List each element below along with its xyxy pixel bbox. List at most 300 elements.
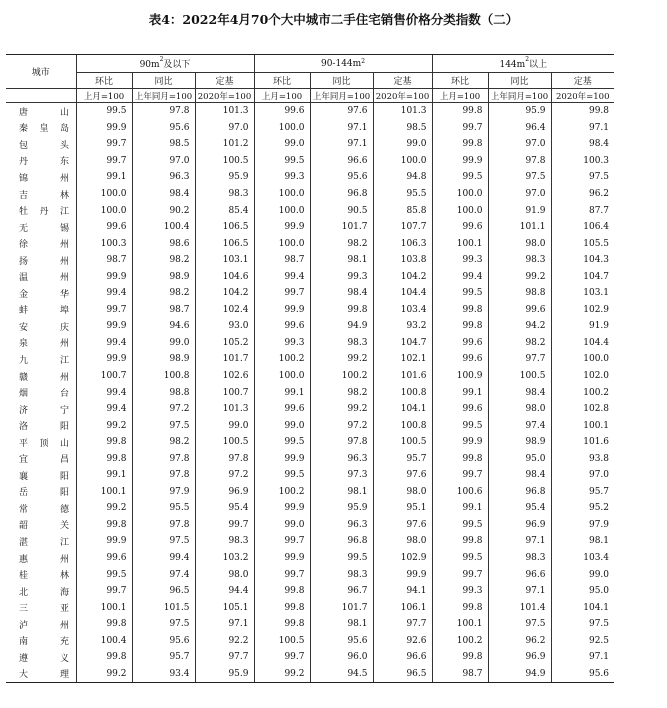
index-value: 99.8 — [76, 450, 132, 467]
index-value: 105.2 — [195, 335, 254, 352]
index-value: 99.7 — [195, 517, 254, 534]
city-name-chars — [19, 419, 69, 432]
index-value: 97.8 — [195, 450, 254, 467]
index-value: 99.8 — [310, 302, 373, 319]
index-value: 96.3 — [310, 450, 373, 467]
index-value: 106.3 — [373, 235, 432, 252]
city-name-chars — [19, 552, 69, 565]
city-char: 遵 — [19, 653, 29, 664]
city-name — [6, 550, 76, 567]
city-char: 韶 — [19, 521, 29, 532]
index-value: 98.2 — [132, 285, 195, 302]
index-value: 104.2 — [373, 268, 432, 285]
index-value: 96.9 — [488, 517, 551, 534]
city-name — [6, 666, 76, 683]
index-value: 99.9 — [432, 153, 488, 170]
index-value: 100.0 — [254, 186, 310, 203]
index-value: 100.5 — [488, 368, 551, 385]
index-value: 97.9 — [551, 517, 614, 534]
city-char: 州 — [59, 256, 69, 267]
index-value: 103.4 — [551, 550, 614, 567]
group-header-medium: $90-144m^2$ — [254, 55, 432, 73]
index-value: 99.9 — [76, 268, 132, 285]
base-label-yoy: 上年同月=100 — [132, 89, 195, 103]
index-value: 99.8 — [254, 583, 310, 600]
index-value: 97.9 — [132, 484, 195, 501]
city-name-chars — [19, 138, 69, 151]
index-value: 99.2 — [76, 666, 132, 683]
index-value: 97.0 — [132, 153, 195, 170]
table-row — [6, 467, 614, 484]
index-value: 101.7 — [195, 351, 254, 368]
city-column-header: 城市 — [6, 55, 76, 89]
city-name — [6, 599, 76, 616]
index-value: 100.0 — [254, 202, 310, 219]
base-label-fixed: 2020年=100 — [373, 89, 432, 103]
index-value: 98.3 — [488, 550, 551, 567]
city-name-chars — [19, 121, 69, 134]
city-char: 徐 — [19, 240, 29, 251]
index-value: 104.1 — [373, 401, 432, 418]
index-value: 99.0 — [254, 136, 310, 153]
city-name-chars — [19, 353, 69, 366]
table-row — [6, 384, 614, 401]
index-value: 99.9 — [76, 120, 132, 137]
table-row — [6, 219, 614, 236]
index-value: 90.5 — [310, 202, 373, 219]
subcol-mom: 环比 — [76, 73, 132, 89]
index-value: 96.6 — [373, 649, 432, 666]
city-name — [6, 120, 76, 137]
city-header-blank — [6, 89, 76, 103]
index-value: 96.3 — [310, 517, 373, 534]
city-char: 阳 — [59, 422, 69, 433]
index-value: 100.5 — [195, 434, 254, 451]
index-value: 99.0 — [254, 517, 310, 534]
index-value: 97.5 — [132, 417, 195, 434]
index-value: 100.0 — [254, 120, 310, 137]
subcol-fixed-base: 定基 — [551, 73, 614, 89]
index-value: 97.6 — [310, 103, 373, 120]
index-value: 99.7 — [254, 285, 310, 302]
index-value: 95.4 — [488, 500, 551, 517]
city-char: 亚 — [59, 604, 69, 615]
index-value: 97.5 — [488, 169, 551, 186]
index-value: 100.0 — [373, 153, 432, 170]
city-char: 平 — [19, 438, 29, 449]
city-char: 丹 — [19, 157, 29, 168]
city-name-chars — [19, 270, 69, 283]
city-name — [6, 484, 76, 501]
city-name-chars — [19, 667, 69, 680]
city-char: 江 — [59, 355, 69, 366]
index-value: 100.9 — [432, 368, 488, 385]
index-value: 99.8 — [254, 616, 310, 633]
index-value: 96.7 — [310, 583, 373, 600]
index-value: 97.1 — [551, 649, 614, 666]
table-row — [6, 235, 614, 252]
index-value: 102.9 — [551, 302, 614, 319]
city-name-chars — [19, 502, 69, 515]
index-value: 97.1 — [488, 583, 551, 600]
city-char: 皇 — [39, 124, 49, 135]
index-value: 98.0 — [488, 401, 551, 418]
index-value: 99.8 — [432, 103, 488, 120]
index-value: 101.4 — [488, 599, 551, 616]
index-value: 91.9 — [551, 318, 614, 335]
index-value: 101.3 — [195, 103, 254, 120]
index-value: 101.3 — [195, 401, 254, 418]
index-value: 102.0 — [551, 368, 614, 385]
index-value: 90.2 — [132, 202, 195, 219]
index-value: 99.4 — [76, 285, 132, 302]
index-value: 99.2 — [76, 417, 132, 434]
index-value: 99.7 — [254, 649, 310, 666]
city-name-chars — [19, 535, 69, 548]
index-value: 95.9 — [195, 666, 254, 683]
index-value: 99.5 — [432, 517, 488, 534]
index-value: 99.0 — [254, 417, 310, 434]
index-value: 92.2 — [195, 633, 254, 650]
city-name — [6, 633, 76, 650]
index-value: 97.1 — [488, 533, 551, 550]
index-value: 103.4 — [373, 302, 432, 319]
index-value: 98.0 — [488, 235, 551, 252]
index-value: 87.7 — [551, 202, 614, 219]
table-row — [6, 533, 614, 550]
index-value: 100.1 — [432, 616, 488, 633]
index-value: 99.8 — [76, 517, 132, 534]
index-value: 104.3 — [551, 252, 614, 269]
base-label-yoy: 上年同月=100 — [310, 89, 373, 103]
index-value: 99.3 — [254, 335, 310, 352]
city-char: 烟 — [19, 389, 29, 400]
index-value: 98.4 — [551, 136, 614, 153]
index-value: 94.9 — [488, 666, 551, 683]
city-char: 蚌 — [19, 306, 29, 317]
table-row — [6, 550, 614, 567]
index-value: 99.2 — [76, 500, 132, 517]
index-value: 105.5 — [551, 235, 614, 252]
index-value: 101.3 — [373, 103, 432, 120]
page-title: 表4：2022年4月70个大中城市二手住宅销售价格分类指数（二） — [148, 12, 519, 27]
city-name — [6, 268, 76, 285]
index-value: 100.0 — [254, 235, 310, 252]
index-value: 95.9 — [488, 103, 551, 120]
index-value: 99.7 — [432, 120, 488, 137]
city-name — [6, 169, 76, 186]
table-row — [6, 599, 614, 616]
index-value: 94.5 — [310, 666, 373, 683]
city-char: 昌 — [59, 455, 69, 466]
city-name-chars — [19, 568, 69, 581]
city-char: 泉 — [19, 339, 29, 350]
index-value: 97.2 — [195, 467, 254, 484]
index-value: 97.5 — [132, 616, 195, 633]
index-value: 99.6 — [432, 351, 488, 368]
index-value: 99.5 — [432, 285, 488, 302]
index-value: 98.5 — [373, 120, 432, 137]
index-value: 99.7 — [76, 302, 132, 319]
index-value: 103.1 — [551, 285, 614, 302]
index-value: 100.5 — [373, 434, 432, 451]
index-value: 97.8 — [132, 103, 195, 120]
subcol-mom: 环比 — [254, 73, 310, 89]
index-value: 101.7 — [310, 599, 373, 616]
index-value: 98.0 — [195, 566, 254, 583]
city-char: 锦 — [19, 173, 29, 184]
index-value: 95.2 — [551, 500, 614, 517]
index-value: 98.9 — [132, 268, 195, 285]
city-name — [6, 351, 76, 368]
index-value: 99.6 — [254, 318, 310, 335]
index-value: 99.9 — [254, 219, 310, 236]
city-name — [6, 368, 76, 385]
table-row — [6, 484, 614, 501]
city-name — [6, 467, 76, 484]
subcol-fixed-base: 定基 — [195, 73, 254, 89]
index-value: 97.7 — [373, 616, 432, 633]
city-name — [6, 434, 76, 451]
index-value: 98.1 — [310, 252, 373, 269]
table-row — [6, 368, 614, 385]
city-char: 岳 — [19, 488, 29, 499]
index-value: 99.9 — [254, 550, 310, 567]
index-value: 99.5 — [432, 169, 488, 186]
index-value: 92.6 — [373, 633, 432, 650]
table-row — [6, 450, 614, 467]
group-header-small: $90m^2$及以下 — [76, 55, 254, 73]
index-value: 95.7 — [132, 649, 195, 666]
city-char: 洛 — [19, 422, 29, 433]
city-char: 丹 — [39, 207, 49, 218]
index-value: 99.6 — [76, 219, 132, 236]
index-value: 96.6 — [310, 153, 373, 170]
index-value: 95.6 — [132, 633, 195, 650]
index-value: 99.8 — [551, 103, 614, 120]
city-char: 州 — [59, 173, 69, 184]
city-char: 湛 — [19, 537, 29, 548]
index-value: 102.4 — [195, 302, 254, 319]
index-value: 99.8 — [432, 649, 488, 666]
city-name-chars — [19, 370, 69, 383]
city-char: 台 — [59, 389, 69, 400]
index-value: 96.9 — [488, 649, 551, 666]
index-value: 99.1 — [76, 467, 132, 484]
base-label-fixed: 2020年=100 — [195, 89, 254, 103]
index-value: 98.7 — [432, 666, 488, 683]
city-name-chars — [19, 469, 69, 482]
city-char: 常 — [19, 504, 29, 515]
index-value: 100.4 — [132, 219, 195, 236]
index-value: 93.0 — [195, 318, 254, 335]
index-value: 95.6 — [310, 633, 373, 650]
index-value: 106.5 — [195, 235, 254, 252]
city-char: 东 — [59, 157, 69, 168]
index-value: 93.4 — [132, 666, 195, 683]
index-value: 99.1 — [254, 384, 310, 401]
index-value: 99.8 — [76, 649, 132, 666]
city-name — [6, 401, 76, 418]
city-char: 义 — [59, 653, 69, 664]
city-char: 顶 — [39, 438, 49, 449]
city-name-chars — [19, 436, 69, 449]
city-char: 宜 — [19, 455, 29, 466]
index-value: 105.1 — [195, 599, 254, 616]
table-row — [6, 417, 614, 434]
city-name — [6, 616, 76, 633]
index-value: 99.5 — [254, 434, 310, 451]
city-name-chars — [19, 485, 69, 498]
index-value: 98.3 — [310, 335, 373, 352]
city-char: 安 — [19, 322, 29, 333]
index-value: 95.6 — [132, 120, 195, 137]
table-row — [6, 136, 614, 153]
index-value: 94.6 — [132, 318, 195, 335]
index-value: 99.0 — [373, 136, 432, 153]
index-value: 99.9 — [254, 302, 310, 319]
index-value: 93.8 — [551, 450, 614, 467]
table-row — [6, 517, 614, 534]
city-char: 惠 — [19, 554, 29, 565]
index-value: 99.4 — [254, 268, 310, 285]
index-value: 99.4 — [432, 268, 488, 285]
index-value: 94.1 — [373, 583, 432, 600]
city-char: 林 — [59, 571, 69, 582]
index-value: 98.8 — [488, 285, 551, 302]
index-value: 96.9 — [195, 484, 254, 501]
city-char: 山 — [59, 438, 69, 449]
city-name-chars — [19, 188, 69, 201]
index-value: 100.1 — [76, 484, 132, 501]
index-value: 99.5 — [254, 467, 310, 484]
index-value: 96.6 — [488, 566, 551, 583]
table-row — [6, 302, 614, 319]
index-value: 100.8 — [373, 417, 432, 434]
index-value: 102.8 — [551, 401, 614, 418]
index-value: 97.5 — [132, 533, 195, 550]
index-value: 102.6 — [195, 368, 254, 385]
city-name-chars — [19, 105, 69, 118]
index-value: 106.1 — [373, 599, 432, 616]
index-value: 99.4 — [76, 335, 132, 352]
price-index-table — [6, 54, 614, 683]
index-value: 106.5 — [195, 219, 254, 236]
index-value: 101.6 — [373, 368, 432, 385]
index-value: 103.2 — [195, 550, 254, 567]
city-char: 泸 — [19, 620, 29, 631]
city-char: 江 — [59, 207, 69, 218]
index-value: 98.4 — [310, 285, 373, 302]
index-value: 98.3 — [488, 252, 551, 269]
index-value: 99.0 — [132, 335, 195, 352]
index-value: 99.8 — [432, 318, 488, 335]
index-value: 99.6 — [488, 302, 551, 319]
city-char: 阳 — [59, 471, 69, 482]
index-value: 99.9 — [373, 566, 432, 583]
table-row — [6, 649, 614, 666]
table-row — [6, 401, 614, 418]
city-char: 华 — [59, 289, 69, 300]
table-row — [6, 633, 614, 650]
city-name-chars — [19, 651, 69, 664]
city-name — [6, 517, 76, 534]
index-value: 104.2 — [195, 285, 254, 302]
index-value: 99.8 — [76, 616, 132, 633]
base-label-yoy: 上年同月=100 — [488, 89, 551, 103]
index-value: 99.3 — [432, 583, 488, 600]
city-name — [6, 417, 76, 434]
index-value: 97.5 — [551, 169, 614, 186]
city-char: 州 — [59, 339, 69, 350]
table-row — [6, 351, 614, 368]
index-value: 98.7 — [254, 252, 310, 269]
city-char: 理 — [59, 670, 69, 681]
city-char: 州 — [59, 273, 69, 284]
index-value: 95.5 — [132, 500, 195, 517]
index-value: 85.4 — [195, 202, 254, 219]
table-row — [6, 335, 614, 352]
city-char: 州 — [59, 372, 69, 383]
index-value: 101.5 — [132, 599, 195, 616]
index-value: 102.1 — [373, 351, 432, 368]
city-name-chars — [19, 154, 69, 167]
index-value: 98.1 — [551, 533, 614, 550]
index-value: 98.2 — [310, 235, 373, 252]
index-value: 99.9 — [76, 318, 132, 335]
city-char: 林 — [59, 190, 69, 201]
index-value: 95.0 — [551, 583, 614, 600]
table-row — [6, 318, 614, 335]
index-value: 97.0 — [195, 120, 254, 137]
index-value: 96.3 — [132, 169, 195, 186]
index-value: 101.7 — [310, 219, 373, 236]
city-char: 南 — [19, 637, 29, 648]
city-char: 阳 — [59, 488, 69, 499]
city-name-chars — [19, 171, 69, 184]
index-value: 102.9 — [373, 550, 432, 567]
index-value: 99.1 — [432, 500, 488, 517]
city-char: 锡 — [59, 223, 69, 234]
city-name-chars — [19, 403, 69, 416]
index-value: 100.1 — [432, 235, 488, 252]
index-value: 97.7 — [195, 649, 254, 666]
index-value: 100.3 — [76, 235, 132, 252]
index-value: 99.4 — [132, 550, 195, 567]
index-value: 99.9 — [76, 351, 132, 368]
index-value: 104.4 — [373, 285, 432, 302]
city-name-chars — [19, 386, 69, 399]
table-row — [6, 583, 614, 600]
city-name-chars — [19, 237, 69, 250]
index-value: 97.2 — [132, 401, 195, 418]
subcol-yoy: 同比 — [488, 73, 551, 89]
index-value: 95.6 — [310, 169, 373, 186]
index-value: 99.7 — [432, 467, 488, 484]
index-value: 99.2 — [310, 401, 373, 418]
table-row — [6, 268, 614, 285]
index-value: 99.7 — [254, 566, 310, 583]
index-value: 99.7 — [76, 583, 132, 600]
index-value: 100.8 — [373, 384, 432, 401]
index-value: 99.3 — [254, 169, 310, 186]
table-row — [6, 500, 614, 517]
index-value: 100.0 — [254, 368, 310, 385]
city-char: 金 — [19, 289, 29, 300]
city-name-chars — [19, 618, 69, 631]
index-value: 99.5 — [310, 550, 373, 567]
index-value: 96.0 — [310, 649, 373, 666]
